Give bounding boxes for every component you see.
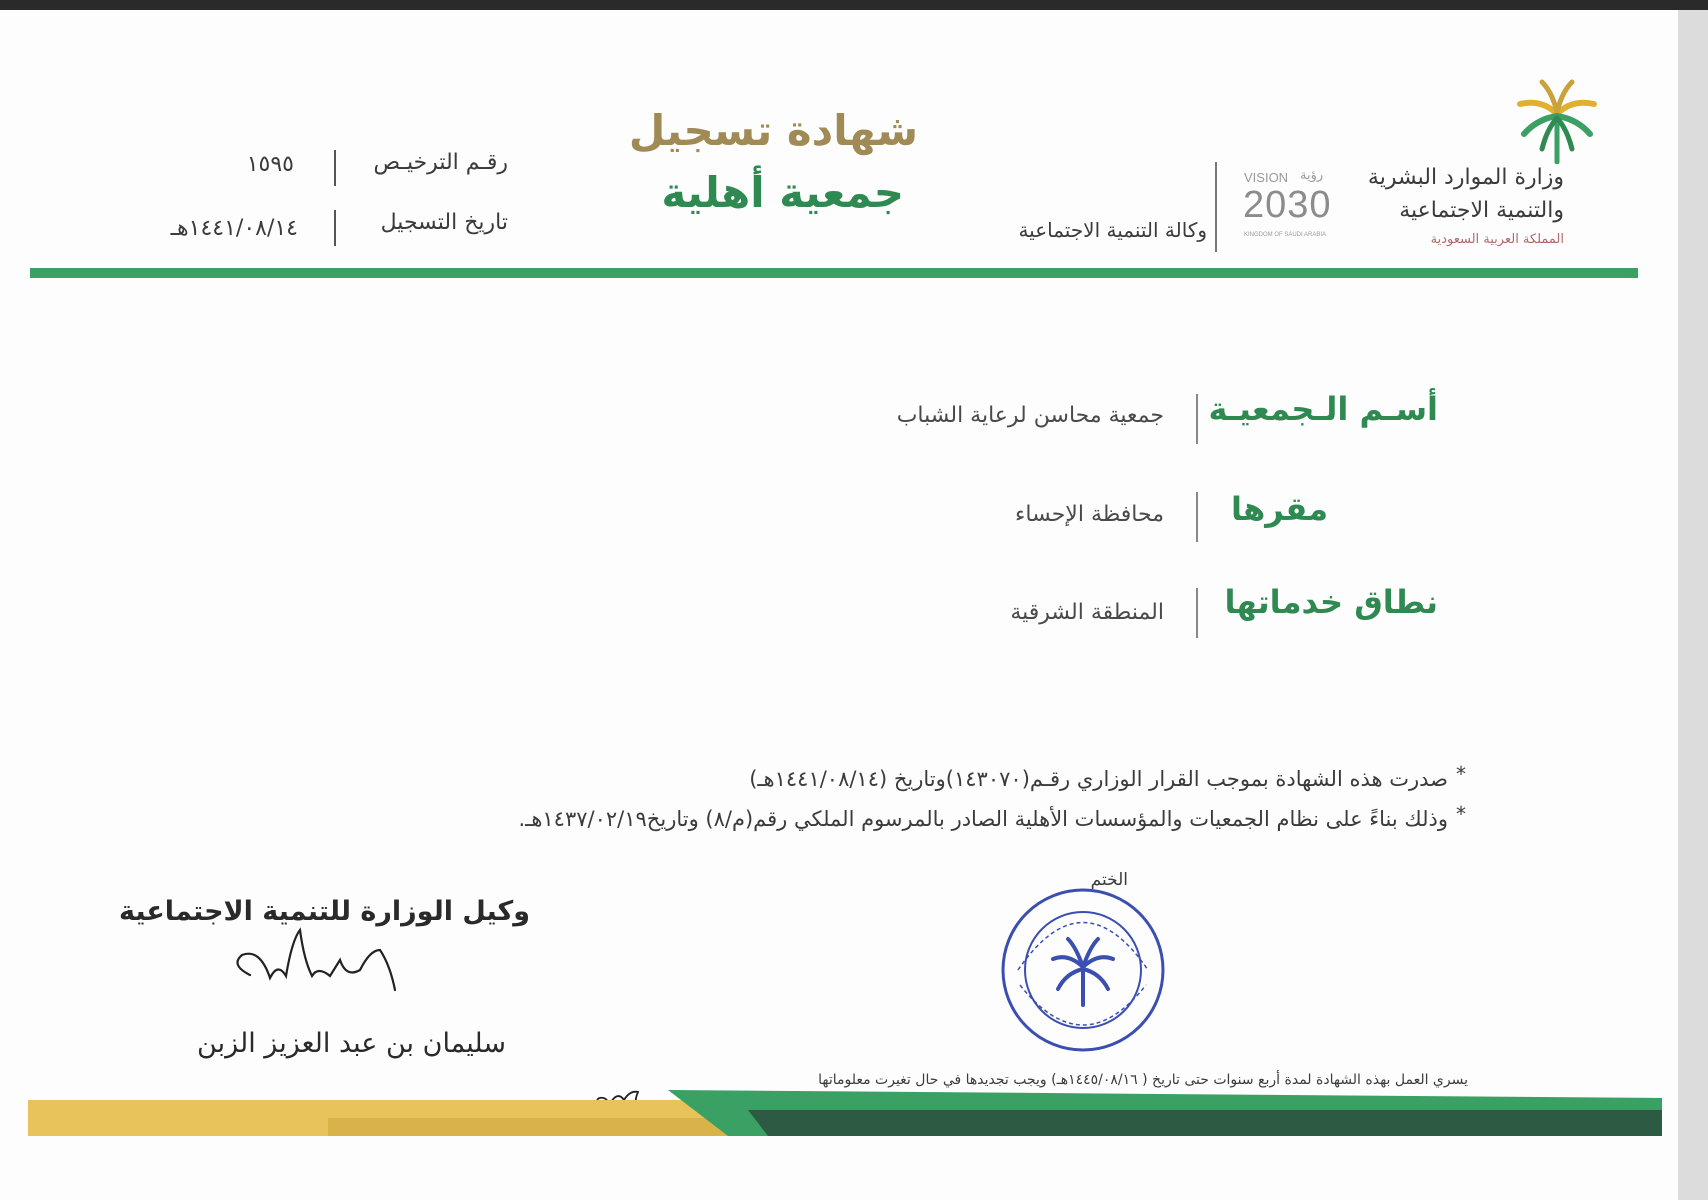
registration-date-divider	[334, 210, 336, 246]
certificate-title-line1: شهادة تسجيل	[628, 106, 918, 155]
field-divider-hq	[1196, 492, 1198, 542]
field-label-headquarters: مقرها	[1231, 490, 1328, 528]
validity-note: يسري العمل بهذه الشهادة لمدة أربع سنوات حتى تاريخ ( ١٤٤٥/٠٨/١٦هـ) ويجب تجديدها في حال تغيرت معلوماتها	[818, 1072, 1468, 1088]
vision-kingdom: KINGDOM OF SAUDI ARABIA	[1244, 232, 1327, 238]
field-value-headquarters: محافظة الإحساء	[1015, 502, 1164, 527]
field-value-service-scope: المنطقة الشرقية	[1010, 600, 1164, 625]
header-green-rule	[30, 268, 1638, 278]
note-asterisk-1: *	[1456, 762, 1466, 786]
ministry-name-line1: وزارة الموارد البشرية	[1367, 165, 1564, 190]
official-seal-icon	[998, 885, 1168, 1055]
ministry-name-line2: والتنمية الاجتماعية	[1399, 198, 1564, 223]
field-value-association-name: جمعية محاسن لرعاية الشباب	[896, 403, 1164, 428]
handwritten-signature-icon	[220, 920, 420, 1000]
stamp-label: الختم	[1090, 870, 1128, 890]
page-edge	[1678, 10, 1708, 1200]
note-decision: صدرت هذه الشهادة بموجب القرار الوزاري رقـم(١٤٣٠٧٠)وتاريخ (١٤٤١/٠٨/١٤هـ)	[749, 767, 1448, 791]
certificate-sheet	[0, 10, 1678, 1200]
license-number-label: رقـم الترخيـص	[373, 150, 508, 175]
footer-decorative-band	[28, 1090, 1662, 1136]
agency-name: وكالة التنمية الاجتماعية	[1018, 218, 1207, 242]
field-label-service-scope: نطاق خدماتها	[1224, 583, 1438, 621]
vision-arabic: رؤية	[1300, 168, 1324, 183]
certificate-title-line2: جمعية أهلية	[661, 168, 904, 217]
ministry-palm-logo-icon	[1512, 74, 1602, 164]
note-asterisk-2: *	[1456, 802, 1466, 826]
signatory-title: وكيل الوزارة للتنمية الاجتماعية	[118, 896, 530, 927]
registration-date-label: تاريخ التسجيل	[380, 210, 508, 235]
field-divider-scope	[1196, 588, 1198, 638]
registration-date-value: ١٤٤١/٠٨/١٤هـ	[170, 216, 298, 241]
license-number-value: ١٥٩٥	[246, 152, 294, 177]
license-number-divider	[334, 150, 336, 186]
note-system: وذلك بناءً على نظام الجمعيات والمؤسسات الأهلية الصادر بالمرسوم الملكي رقم(م/٨) وتاريخ١٤٣٧/٠٢/١٩هـ.	[518, 807, 1448, 831]
header-divider	[1215, 162, 1217, 252]
field-divider-name	[1196, 394, 1198, 444]
field-label-association-name: أسـم الـجمعيـة	[1208, 390, 1438, 428]
ministry-country: المملكة العربية السعودية	[1430, 232, 1564, 247]
vision-label: VISION	[1244, 170, 1289, 185]
signatory-name: سليمان بن عبد العزيز الزبن	[197, 1028, 506, 1059]
vision-year: 2030	[1243, 184, 1332, 226]
